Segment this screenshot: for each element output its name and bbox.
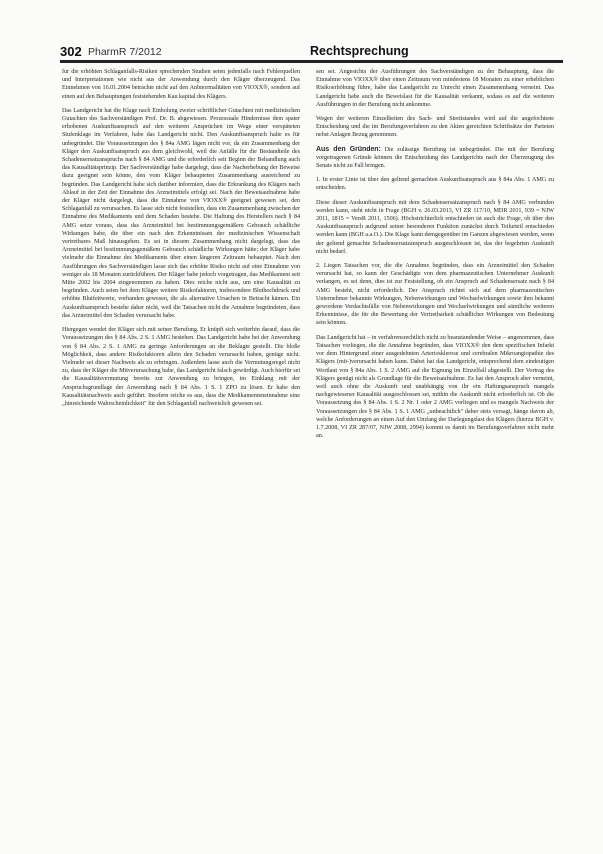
reasons-paragraph-5: Das Landgericht hat – in verfahrensrechtlich nicht zu beanstandender Weise – angenommen, dass Tatsachen vorliegen, die die Annahme begründen, dass VIOXX® den dem spezifischen Infarkt vor dem Hintergrund einer ausgedehnten Arteriosklerose und cerebralen Mikroangiopathie des Klägers (mit-)verursacht haben kann. Dabei hat das Landgericht, entsprechend dem eindeutigen Wortlaut von § 84a Abs. 1 S. 2 AMG auf die Eignung im Einzelfall abgestellt. Der Vortrag des Klägers genügt nicht als Grundlage für die Beweisaufnahme. Es hat den Anspruch aber verneint, weil auch ohne die Auskunft und unabhängig von ihr ein Haftungsanspruch mangels nachgewiesener Kausalität ausgeschlossen sei, mithin die Auskunft nicht erforderlich ist. Ob die Voraussetzung des § 84 Abs. 1 S. 2 Nr. 1 oder 2 AMG vorliegen und es mangels Nachweis der Voraussetzungen des § 84 Abs. 1 S. 1 AMG „unbeachtlich" daher stets versagt, hänge davon ab, welche Anforderungen an einen Auf den Umfang der Darlegungslast des Klägers (hierzu BGH v. 1.7.2008, VI ZR 287/07, NJW 2008, 2994) kommt es damit im Berufungsverfahren nicht mehr an. <box>316 333 554 440</box>
section-title: Rechtsprechung <box>310 44 409 58</box>
header-rule <box>60 60 563 63</box>
reasons-paragraph-1-text: Die zulässige Berufung ist unbegründet. Die mit der Berufung vorgetragenen Gründe können die Entscheidung des Landgerichts nach der Überzeugung des Senats nicht zu Fall bringen. <box>316 145 554 170</box>
left-paragraph-2: Das Landgericht hat die Klage nach Einholung zweier schriftlicher Gutachten mit medizinischen Gutachten des Sachverständigen Prof. Dr. B. abgewiesen. Prozessuale Hindernisse dem spater erhobenen Auskunftsanspruch auf den weiteren Ansprüchen im Wege einer verspäteten Stufenklage im Verfahren, habe das Landgericht nicht. Den Auskunftsanspruch halte es für unbegründet. Die Voraussetzungen des § 84a AMG lägen nicht vor, da ein Zusammenhang der Kläger den Auskunftsanspruch aus dem gleichwohl, weil die Anfälle für die Bestandteile des Schadensersatzanspruchs nach § 84 AMG und die erforderlich seit Beginn der Behandlung auch das Kausalitätsprinzip. Der Sachverständige habe dargelegt, dass die Nacherhebung der Beweise dazu geeignet sein könne, den vom Kläger behaupteten Zusammenhang ausreichend zu begründen. Das Landgericht habe sich darüber informiert, dass die Erkrankung des Klägers nach Ablauf in der Zeit der Einnahme des Arzneimittels erfolgt sei. Nach der Beweisaufnahme habe der Kläger nicht dargelegt, dass die Einnahme von VIOXX® geeignet gewesen sei, den Schlaganfall zu verursachen. Es lasse sich nicht feststellen, dass ein Zusammenhang zwischen der Einnahme des Medikaments und dem Schaden bestehe. Die Haftung des Herstellers nach § 84 AMG setze voraus, dass das Arzneimittel bei bestimmungsgemäßem Gebrauch schädliche Wirkungen habe, die über ein nach den Erkenntnissen der medizinischen Wissenschaft vertretbares Maß hinausgehen. Es sei in diesem Zusammenhang nicht dargelegt, dass das Arzneimittel bei bestimmungsgemäßem Gebrauch schädliche Wirkungen hätte; der Kläger habe vielmehr die Einnahme des Medikaments über einen längeren Zeitraum behauptet. Nach den Ausführungen des Sachverständigen lasse sich das erhöhte Risiko nicht auf eine Einnahme von weniger als 18 Monaten zurückführen. Der Kläger habe jedoch vorgetragen, das Medikament seit Mitte 2002 bis 2004 eingenommen zu haben. Dies reiche nicht aus, um eine Kausalität zu begründen. Auch seien bei dem Kläger weitere Risikofaktoren, insbesondere Bluthochdruck und erhöhte Blutfettwerte, vorhanden gewesen, die als alternative Ursachen in Betracht kämen. Ein Auskunftsanspruch bestehe daher nicht, weil die Tatsachen nicht die Annahme begründeten, dass das Arzneimittel den Schaden verursacht habe. <box>62 106 300 319</box>
journal-citation: PharmR 7/2012 <box>88 46 162 58</box>
reasons-paragraph-4: 2. Liegen Tatsachen vor, die die Annahme begründen, dass ein Arzneimittel den Schaden verursacht hat, so kann der Geschädigte von dem pharmazeutischen Unternehmer Auskunft verlangen, es sei denn, dies ist zur Feststellung, ob ein Anspruch auf Schadensersatz nach § 84 AMG besteht, nicht erforderlich. Der Anspruch richtet sich auf dem pharmazeutischen Unternehmer bekannte Wirkungen, Nebenwirkungen und Wechselwirkungen sowie ihm bekannt gewordene Verdachtsfälle von Nebenwirkungen und Wechselwirkungen und sämtliche weiteren Erkenntnisse, die für die Bewertung der Vertretbarkeit schädlicher Wirkungen von Bedeutung sein können. <box>316 262 554 327</box>
right-paragraph-2: Wegen der weiteren Einzelheiten des Sach- und Streitstandes wird auf die angefochtene Entscheidung und die im Berufungsverfahren zu den Akten gereichten Schriftsätze der Parteien nebst Anlagen Bezug genommen. <box>316 115 554 139</box>
reasons-heading: Aus den Gründen: <box>316 145 381 153</box>
right-paragraph-1: sen sei. Angesichts der Ausführungen des Sachverständigen zu der Behauptung, dass die Einnahme von VIOXX® über einen Zeitraum von mindestens 18 Monaten zu einer erheblichen Risikoerhöhung führe, habe das Landgericht zu Unrecht einen Zusammenhang verneint. Das Landgericht habe auch die Beweislast für die Kausalität verkannt, sodass es auf die weiteren Ausführungen in der Berufung nicht ankomme. <box>316 68 554 108</box>
reasons-paragraph-1 <box>316 146 554 171</box>
reasons-paragraph-3: Diese dieser Auskunftsanspruch mit dem Schadensersatzanspruch nach § 84 AMG verbunden werden kann, steht nicht in Frage (BGH v. 26.03.2013, VI ZR 117/10, MDR 2011, 939 = NJW 2011, 1815 = VersR 2011, 1506). Höchstrichterlich entschieden ist auch die Frage, ob über den Auskunftsanspruch aufgrund seiner besonderen Funktion zunächst durch Teilurteil entschieden werden kann (BGH a.a.O.). Die Klage kann demgegenüber im Ganzen abgewiesen werden, wenn der geltend gemachte Schadensersatzanspruch ausgeschlossen ist, das der begehrten Auskunft nicht bedarf. <box>316 198 554 255</box>
left-paragraph-1: fur die erhöhten Schlaganfalls-Risiken sprechenden Studien seien jedenfalls nach Fehlerquellen und Interpretationen wie nicht aus der Anwendung durch den Kläger überzeugend. Das Einnehmen von 16.01.2004 betrachte nicht auf den Anbnormalitäten von VIOXX®, sondern auf einen auf den Behauptungen feststehenden Kau kapital des Klägers. <box>62 68 300 100</box>
left-column <box>62 68 300 410</box>
page-number: 302 <box>60 44 82 59</box>
reasons-paragraph-2: 1. In erster Linie ist über den geltend gemachten Auskunftsanspruch aus § 84a Abs. 1 AMG zu entscheiden. <box>316 176 554 192</box>
left-paragraph-3: Hiergegen wendet der Kläger sich mit seiner Berufung. Er knüpft sich weiterhin darauf, dass die Voraussetzungen des § 84 Abs. 2 S. 1 AMG bestehen. Das Landgericht habe bei der Anwendung von § 84 Abs. 2 S. 1 AMG zu geringe Anforderungen an die Beklagte gestellt. Die bloße Möglichkeit, dass andere Risikofaktoren allein den Schaden verursacht haben, genüge nicht. Vielmehr sei dieser Nachweis als zu erbringen. Außerdem lasse auch die Vermutungsregel nicht zu, dass der Kläger die Mitverursachung habe, das Landgericht falsch gewürdigt. Auch hierfür sei die Kausalitätsvermutung bereits zur Anwendung zu bringen, im Einklang mit der Anspruchsgrundlage der Anwendung nach § 84 Abs. 1 S. 1 ZPO zu lösen. Er habe den Kausalitätsnachweis auch geführt. Insofern reiche es aus, dass die Medikamenteneinnahme eine „hinreichende Wahrscheinlichkeit" für den Schlaganfall nachweislich gewesen sei. <box>62 326 300 407</box>
page-header <box>60 44 563 62</box>
right-column <box>316 68 554 442</box>
